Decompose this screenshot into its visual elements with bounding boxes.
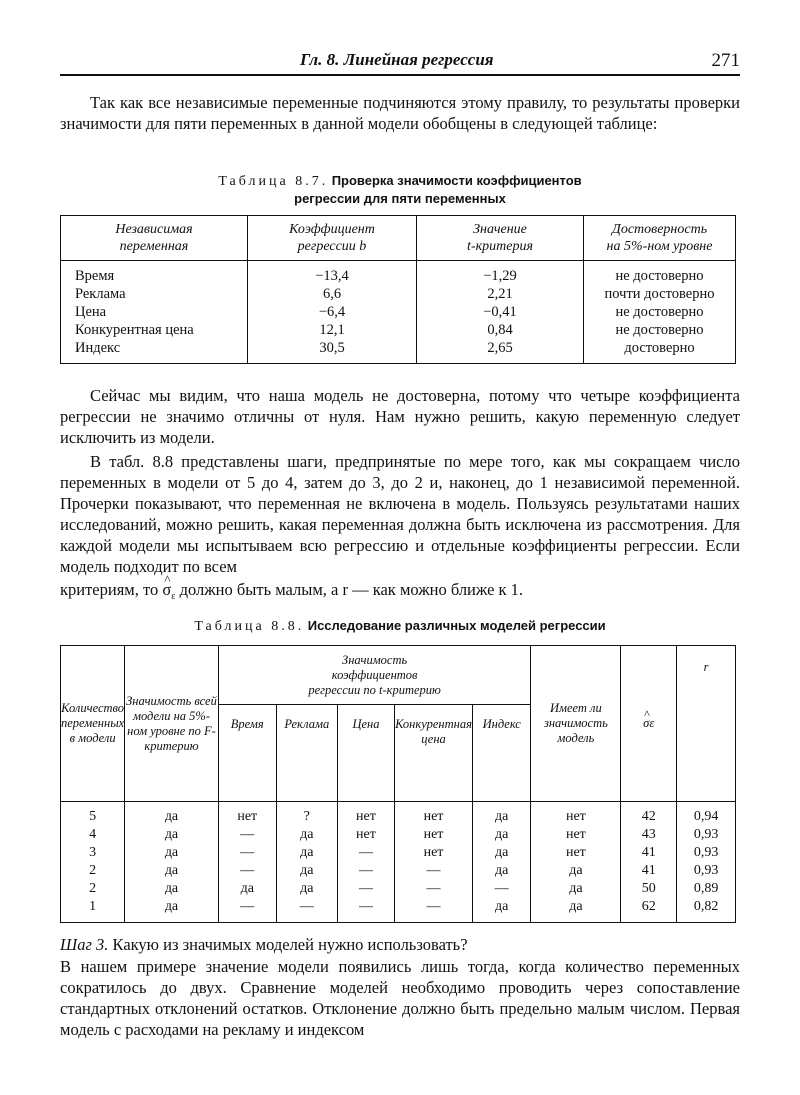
t88-cell: да (569, 881, 583, 896)
t88-cell: 3 (89, 845, 97, 860)
t88-cell: — (358, 845, 373, 860)
t88-cell: да (300, 881, 314, 896)
t88-coef-sig-l2: коэффициентов (331, 667, 418, 682)
t87-variables-col (61, 261, 248, 364)
t88-header-price: Цена (337, 705, 394, 802)
t88-competitor-col (395, 802, 473, 923)
t88-cell: 42 (641, 809, 656, 824)
t88-header-row-1 (61, 646, 736, 705)
t88-cell: — (494, 881, 509, 896)
t88-cell: да (164, 863, 179, 878)
t88-cell: 0,82 (693, 899, 719, 914)
t88-cell: — (426, 881, 441, 896)
t88-time-col (218, 802, 276, 923)
t88-header-coef-significance (218, 646, 531, 705)
t87-row-variable: Реклама (75, 286, 126, 302)
intro-paragraph: Так как все независимые переменные подчиняются этому правилу, то результаты проверки значимости для пяти переменных в данной модели обобщены в следующей таблице: (60, 93, 740, 133)
t87-h3-l2: на 5%-ном уровне (606, 239, 713, 254)
t87-row-coef: 12,1 (319, 322, 345, 338)
t88-cell: — (358, 881, 373, 896)
t87-row-t: −0,41 (483, 304, 517, 320)
final-paragraph: В нашем примере значение модели появились лишь тогда, когда количество переменных сократилось до двух. Сравнение моделей необходимо проводить через сопоставление стандартных отклонений остатков. Отклонение должно быть предельно малым числом. Первая модель с расходами на рекламу и индексом (60, 957, 740, 1039)
t88-cell: да (300, 845, 314, 860)
t88-header-meaningful: Имеет ли значимость модель (531, 646, 621, 802)
table-8-7 (60, 215, 736, 364)
t87-coef-col (248, 261, 417, 364)
t88-cell: 2 (89, 881, 97, 896)
t87-row-reliability: достоверно (624, 340, 695, 356)
t87-row-reliability: не достоверно (615, 304, 704, 320)
t88-cell: нет (565, 809, 586, 824)
t88-sigma-col (621, 802, 677, 923)
t88-cell: 0,93 (693, 863, 719, 878)
t88-cell: — (426, 863, 441, 878)
t88-header-sigma (621, 646, 677, 802)
t88-cell: нет (423, 845, 444, 860)
table-8-8-caption-title: Исследование различных моделей регрессии (307, 618, 606, 633)
t88-cell: 62 (641, 899, 656, 914)
t88-r-col (677, 802, 736, 923)
t88-header-index: Индекс (472, 705, 531, 802)
t87-row-t: −1,29 (483, 268, 517, 284)
t88-cell: 0,93 (693, 827, 719, 842)
t88-cell: — (240, 845, 255, 860)
t87-row-coef: −6,4 (318, 304, 346, 320)
t88-header-r: r (677, 646, 736, 802)
table-8-7-caption-title-2: регрессии для пяти переменных (294, 191, 506, 206)
t87-row-t: 2,21 (487, 286, 513, 302)
t88-cell: да (569, 863, 583, 878)
t88-cell: нет (237, 809, 258, 824)
t88-cell: 1 (89, 899, 97, 914)
t88-cell: 41 (641, 863, 656, 878)
t88-cell: 50 (641, 881, 656, 896)
t88-cell: да (495, 827, 509, 842)
t88-cell: да (495, 845, 509, 860)
t88-sigma-label: ^ σε (643, 716, 654, 731)
t88-cell: нет (423, 827, 444, 842)
table-8-7-body (61, 261, 736, 364)
t88-header-competitor-price: Конкурентная цена (395, 705, 473, 802)
t87-t-col (417, 261, 584, 364)
t88-cell: нет (356, 809, 376, 824)
t88-cell: — (299, 899, 314, 914)
t88-ad-col (276, 802, 337, 923)
chapter-title: Гл. 8. Линейная регрессия (300, 50, 494, 69)
t88-cell: да (240, 881, 254, 896)
running-header (60, 50, 740, 80)
table-8-8-body (61, 802, 736, 923)
t88-cell: да (164, 845, 179, 860)
t87-row-coef: 6,6 (322, 286, 342, 302)
t87-header-t (417, 216, 584, 261)
t88-coef-sig-l1: Значимость (342, 652, 408, 667)
t87-h3-l1: Достоверность (611, 222, 708, 237)
t88-cell: 2 (89, 863, 97, 878)
t88-meaningful-col (531, 802, 621, 923)
t87-row-variable: Конкурентная цена (75, 322, 194, 338)
t88-cell: да (495, 809, 509, 824)
paragraph-table-8-8-intro: В табл. 8.8 представлены шаги, предпринятые по мере того, как мы сокращаем число переменных в модели от 5 до 4, затем до 3, до 2 и, наконец, до 1 независимой переменной. Прочерки показывают, что переменная не включена в модель. Пользуясь результатами наших исследований, можно решить, какая переменная должна быть исключена из рассмотрения. Для каждой модели мы испытываем всю регрессию и отдельные коэффициенты регрессии. Если модель подходит по всем (60, 452, 740, 576)
t88-count-col (61, 802, 125, 923)
t87-row-reliability: не достоверно (615, 322, 704, 338)
paragraph-model-not-reliable: Сейчас мы видим, что наша модель не достоверна, потому что четыре коэффициента регрессии не значимо отличны от нуля. Нам нужно решить, какую переменную следует исключить из модели. (60, 386, 740, 447)
header-rule (60, 74, 740, 76)
t88-cell: нет (565, 827, 586, 842)
t88-cell: — (240, 899, 255, 914)
sigma-letter: σ (162, 580, 172, 599)
t88-cell: — (426, 899, 441, 914)
paragraph-criteria (60, 579, 740, 607)
t88-cell: — (240, 827, 255, 842)
t87-h2-l2: t-критерия (467, 239, 533, 254)
t87-h0-l2: переменная (119, 239, 189, 254)
t88-cell: 0,94 (693, 809, 719, 824)
table-8-8 (60, 645, 736, 923)
t88-cell: да (300, 827, 314, 842)
t88-header-model-significance: Значимость всей модели на 5%-ном уровне по F-критерию (125, 646, 219, 802)
t87-h2-l1: Значение (473, 222, 527, 237)
t88-cell: да (300, 863, 314, 878)
t88-model-col (125, 802, 219, 923)
t87-row-t: 0,84 (487, 322, 513, 338)
t88-cell: 5 (89, 809, 97, 824)
table-8-8-caption-lead: Таблица 8.8. (194, 619, 305, 634)
table-8-7-caption-lead: Таблица 8.7. (218, 174, 329, 189)
t88-cell: — (240, 863, 255, 878)
t88-cell: 4 (89, 827, 97, 842)
t88-cell: 0,93 (693, 845, 719, 860)
t88-index-col (472, 802, 531, 923)
t88-cell: нет (423, 809, 444, 824)
t87-header-reliability (584, 216, 736, 261)
t87-h1-l2: регрессии b (297, 239, 367, 254)
t88-cell: — (358, 899, 373, 914)
t87-row-variable: Индекс (75, 340, 121, 356)
t87-row-t: 2,65 (487, 340, 513, 356)
sigma-epsilon-symbol (162, 579, 175, 607)
table-8-7-header-row (61, 216, 736, 261)
criteria-start: критериям, то (60, 580, 159, 599)
step-3-label: Шаг 3. (60, 935, 109, 954)
t88-cell: да (164, 899, 179, 914)
page-number: 271 (711, 50, 740, 71)
t88-cell: ? (303, 809, 310, 824)
t88-cell: нет (565, 845, 586, 860)
sigma-subscript: ε (171, 591, 176, 602)
t87-reliability-col (584, 261, 736, 364)
table-8-7-caption-title-1: Проверка значимости коэффициентов (331, 173, 582, 188)
t88-cell: да (164, 881, 179, 896)
t88-cell: нет (356, 827, 376, 842)
t88-cell: 43 (641, 827, 656, 842)
t87-row-reliability: не достоверно (615, 268, 704, 284)
t87-h1-l1: Коэффициент (289, 222, 375, 237)
t88-cell: 41 (641, 845, 656, 860)
t88-cell: — (358, 863, 373, 878)
t88-cell: да (569, 899, 583, 914)
t87-row-coef: 30,5 (319, 340, 345, 356)
t88-cell: да (164, 809, 179, 824)
t87-row-reliability: почти достоверно (604, 286, 715, 302)
t87-row-variable: Время (75, 268, 115, 284)
t87-header-coef (248, 216, 417, 261)
t88-cell: 0,89 (693, 881, 719, 896)
t88-header-count: Количество переменных в модели (61, 646, 125, 802)
t88-cell: да (164, 827, 179, 842)
t88-header-ad: Реклама (276, 705, 337, 802)
t88-coef-sig-l3: регрессии по t-критерию (308, 682, 441, 697)
step-3-heading (60, 934, 740, 955)
t88-header-time: Время (218, 705, 276, 802)
t87-row-coef: −13,4 (315, 268, 349, 284)
step-3-question: Какую из значимых моделей нужно использовать? (112, 935, 468, 954)
t88-cell: да (495, 899, 509, 914)
t88-cell: да (495, 863, 509, 878)
t88-price-col (337, 802, 394, 923)
t87-header-variable (61, 216, 248, 261)
table-8-7-caption (60, 172, 740, 208)
t87-row-variable: Цена (75, 304, 107, 320)
criteria-end: должно быть малым, а r — как можно ближе к 1. (179, 580, 524, 599)
t87-h0-l1: Независимая (115, 222, 193, 237)
table-8-8-caption (60, 617, 740, 635)
